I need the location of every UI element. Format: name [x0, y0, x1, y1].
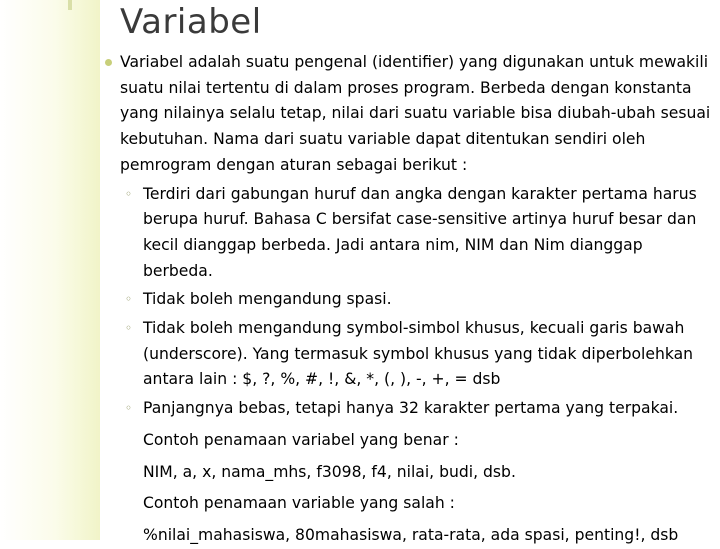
rule-text: Panjangnya bebas, tetapi hanya 32 karakter pertama yang terpakai. — [143, 399, 679, 418]
rule-text: Tidak boleh mengandung symbol-simbol khusus, kecuali garis bawah (underscore). Yang termasuk symbol khusus yang tidak diperbolehkan antara lain : $, ?, %, #, !, &, *, (, ), -, +, = dsb — [143, 319, 694, 389]
wrong-example-values: %nilai_mahasiswa, 80mahasiswa, rata-rata, ada spasi, penting!, dsb — [143, 525, 679, 544]
slide-content — [120, 50, 712, 549]
list-item — [120, 182, 712, 285]
circle-bullet-icon: ◦ — [125, 321, 133, 336]
slide-title: Variabel — [120, 2, 262, 42]
circle-bullet-icon: ◦ — [125, 186, 133, 201]
intro-text: Variabel adalah suatu pengenal (identifier) yang digunakan untuk mewakili suatu nilai tertentu di dalam proses program. Berbeda dengan konstanta yang nilainya selalu tetap, nilai dari suatu variable bisa diubah-ubah sesuai kebutuhan. Nama dari suatu variable dapat ditentukan sendiri oleh pemrogram dengan aturan sebagai berikut : — [120, 53, 711, 174]
left-accent-line — [68, 0, 72, 10]
bullet-dot-icon — [105, 59, 112, 66]
list-item — [120, 287, 712, 313]
rules-list — [120, 182, 712, 422]
list-item — [120, 316, 712, 393]
intro-paragraph — [120, 50, 712, 179]
wrong-example-label: Contoh penamaan variable yang salah : — [143, 494, 455, 513]
rule-text: Tidak boleh mengandung spasi. — [143, 290, 392, 309]
circle-bullet-icon: ◦ — [125, 401, 133, 416]
correct-example-label: Contoh penamaan variabel yang benar : — [143, 430, 459, 449]
circle-bullet-icon: ◦ — [125, 292, 133, 307]
list-item — [120, 396, 712, 422]
rule-text: Terdiri dari gabungan huruf dan angka dengan karakter pertama harus berupa huruf. Bahasa C bersifat case-sensitive artinya huruf besar dan kecil dianggap berbeda. Jadi antara nim, NIM dan Nim dianggap berbeda. — [143, 184, 697, 280]
correct-example-values: NIM, a, x, nama_mhs, f3098, f4, nilai, budi, dsb. — [143, 462, 516, 481]
left-decorative-bar — [0, 0, 100, 540]
